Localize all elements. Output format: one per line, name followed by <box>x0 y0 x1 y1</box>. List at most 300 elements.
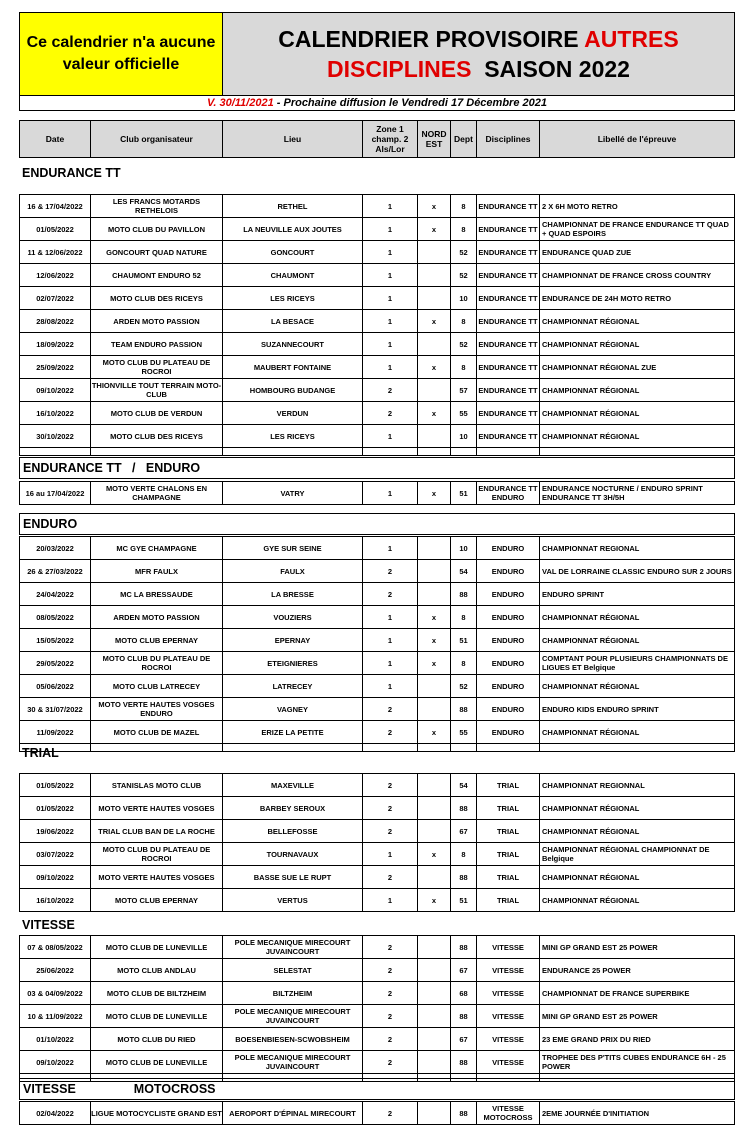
cell-date: 11/09/2022 <box>20 721 91 743</box>
cell-club: ARDEN MOTO PASSION <box>91 310 223 332</box>
cell-date: 01/05/2022 <box>20 774 91 796</box>
cell-discipline: TRIAL <box>477 774 540 796</box>
col-date: Date <box>20 121 91 157</box>
cell-lieu: EPERNAY <box>223 629 363 651</box>
cell-date: 24/04/2022 <box>20 583 91 605</box>
cell-club: MOTO CLUB EPERNAY <box>91 629 223 651</box>
cell-zone: 1 <box>363 629 418 651</box>
cell-discipline: VITESSE <box>477 1051 540 1073</box>
cell-nord-est: x <box>418 195 451 217</box>
cell-date: 18/09/2022 <box>20 333 91 355</box>
cell-zone: 2 <box>363 936 418 958</box>
cell-discipline: ENDURANCE TT <box>477 333 540 355</box>
cell-discipline: ENDURANCE TT <box>477 310 540 332</box>
section-table <box>19 935 735 1082</box>
cell-zone: 1 <box>363 652 418 674</box>
cell-libelle: CHAMPIONNAT RÉGIONAL <box>542 803 640 813</box>
cell-nord-est <box>418 866 451 888</box>
cell-dept: 67 <box>451 820 477 842</box>
cell-discipline: ENDURO <box>477 721 540 743</box>
table-row <box>20 959 734 982</box>
cell-libelle: CHAMPIONNAT RÉGIONAL <box>542 872 640 882</box>
cell-zone: 2 <box>363 379 418 401</box>
cell-club: TEAM ENDURO PASSION <box>91 333 223 355</box>
cell-nord-est <box>418 287 451 309</box>
header-box <box>19 12 735 96</box>
cell-lieu: SELESTAT <box>223 959 363 981</box>
cell-libelle: CHAMPIONNAT RÉGIONAL CHAMPIONNAT DE Belgique <box>542 845 710 863</box>
cell-date: 25/06/2022 <box>20 959 91 981</box>
cell-dept: 57 <box>451 379 477 401</box>
col-nord-est: NORD EST <box>418 121 451 157</box>
cell-club: MOTO CLUB DES RICEYS <box>91 287 223 309</box>
cell-club: STANISLAS MOTO CLUB <box>91 774 223 796</box>
cell-lieu: HOMBOURG BUDANGE <box>223 379 363 401</box>
cell-lieu: AEROPORT D'ÉPINAL MIRECOURT <box>223 1102 363 1124</box>
cell-lieu: RETHEL <box>223 195 363 217</box>
section-title <box>19 914 735 936</box>
cell-club: MFR FAULX <box>91 560 223 582</box>
cell-date: 16/10/2022 <box>20 402 91 424</box>
cell-dept: 51 <box>451 629 477 651</box>
cell-libelle: CHAMPIONNAT DE FRANCE SUPERBIKE <box>542 988 690 998</box>
cell-libelle: ENDURANCE NOCTURNE / ENDURO SPRINT ENDURANCE TT 3H/5H <box>542 484 703 502</box>
cell-discipline: ENDURANCE TT <box>477 287 540 309</box>
cell-dept: 88 <box>451 866 477 888</box>
cell-dept: 8 <box>451 652 477 674</box>
cell-lieu: CHAUMONT <box>223 264 363 286</box>
cell-zone: 1 <box>363 425 418 447</box>
cell-nord-est <box>418 560 451 582</box>
cell-club: MOTO CLUB DU PLATEAU DE ROCROI <box>91 843 223 865</box>
section-title <box>19 457 735 479</box>
cell-nord-est: x <box>418 402 451 424</box>
cell-nord-est <box>418 583 451 605</box>
cell-nord-est: x <box>418 482 451 504</box>
cell-zone: 2 <box>363 1005 418 1027</box>
cell-lieu: VOUZIERS <box>223 606 363 628</box>
col-zone: Zone 1 champ. 2 Als/Lor <box>363 121 418 157</box>
cell-discipline: TRIAL <box>477 820 540 842</box>
table-row <box>20 982 734 1005</box>
cell-club: MOTO CLUB DES RICEYS <box>91 425 223 447</box>
title-line2-red: DISCIPLINES <box>327 56 472 82</box>
col-dept: Dept <box>451 121 477 157</box>
cell-date: 02/07/2022 <box>20 287 91 309</box>
cell-libelle: CHAMPIONNAT DE FRANCE CROSS COUNTRY <box>542 270 712 280</box>
cell-dept: 51 <box>451 889 477 911</box>
cell-nord-est <box>418 936 451 958</box>
cell-zone: 2 <box>363 982 418 1004</box>
cell-discipline: VITESSE <box>477 936 540 958</box>
cell-lieu: FAULX <box>223 560 363 582</box>
cell-club: MOTO CLUB DE MAZEL <box>91 721 223 743</box>
cell-nord-est <box>418 333 451 355</box>
cell-discipline: ENDURO <box>477 675 540 697</box>
disclaimer-notice: Ce calendrier n'a aucune valeur officielle <box>20 13 223 95</box>
table-row <box>20 218 734 241</box>
table-row <box>20 698 734 721</box>
cell-dept: 52 <box>451 675 477 697</box>
cell-discipline: ENDURANCE TT <box>477 218 540 240</box>
table-row <box>20 241 734 264</box>
cell-lieu: BILTZHEIM <box>223 982 363 1004</box>
cell-club: MOTO CLUB DU PLATEAU DE ROCROI <box>91 652 223 674</box>
cell-club: GONCOURT QUAD NATURE <box>91 241 223 263</box>
cell-dept: 88 <box>451 583 477 605</box>
cell-zone: 2 <box>363 866 418 888</box>
cell-libelle: 2 X 6H MOTO RETRO <box>542 201 618 211</box>
cell-dept: 88 <box>451 936 477 958</box>
title-line1-black: CALENDRIER PROVISOIRE <box>278 26 585 52</box>
cell-libelle: 2EME JOURNÉE D'INITIATION <box>542 1108 650 1118</box>
table-row <box>20 1102 734 1125</box>
cell-zone: 2 <box>363 1102 418 1124</box>
cell-libelle: ENDURANCE DE 24H MOTO RETRO <box>542 293 672 303</box>
cell-date: 15/05/2022 <box>20 629 91 651</box>
cell-zone: 1 <box>363 482 418 504</box>
cell-club: MOTO CLUB DU PAVILLON <box>91 218 223 240</box>
cell-date: 02/04/2022 <box>20 1102 91 1124</box>
table-row <box>20 675 734 698</box>
cell-lieu: TOURNAVAUX <box>223 843 363 865</box>
cell-zone: 2 <box>363 698 418 720</box>
cell-date: 16 & 17/04/2022 <box>20 195 91 217</box>
section-title-text: TRIAL <box>22 746 59 760</box>
table-row <box>20 537 734 560</box>
cell-discipline: ENDURO <box>477 537 540 559</box>
cell-lieu: POLE MECANIQUE MIRECOURT JUVAINCOURT <box>223 1051 363 1073</box>
cell-club: MOTO CLUB EPERNAY <box>91 889 223 911</box>
section-table <box>19 536 735 752</box>
cell-lieu: LATRECEY <box>223 675 363 697</box>
cell-lieu: POLE MECANIQUE MIRECOURT JUVAINCOURT <box>223 936 363 958</box>
section-title <box>19 1078 735 1100</box>
table-row <box>20 425 734 448</box>
section-title-text: ENDURANCE TT <box>22 166 121 180</box>
cell-nord-est <box>418 1028 451 1050</box>
cell-dept: 88 <box>451 797 477 819</box>
cell-date: 25/09/2022 <box>20 356 91 378</box>
cell-dept: 8 <box>451 356 477 378</box>
cell-discipline: ENDURANCE TT ENDURO <box>477 482 540 504</box>
cell-discipline: ENDURANCE TT <box>477 241 540 263</box>
cell-zone: 1 <box>363 675 418 697</box>
cell-zone: 2 <box>363 1028 418 1050</box>
cell-zone: 1 <box>363 333 418 355</box>
cell-libelle: CHAMPIONNAT RÉGIONAL <box>542 635 640 645</box>
cell-nord-est <box>418 1051 451 1073</box>
cell-libelle: CHAMPIONNAT RÉGIONAL <box>542 431 640 441</box>
cell-date: 03 & 04/09/2022 <box>20 982 91 1004</box>
cell-nord-est <box>418 425 451 447</box>
cell-dept: 10 <box>451 287 477 309</box>
cell-club: MC LA BRESSAUDE <box>91 583 223 605</box>
cell-dept: 52 <box>451 264 477 286</box>
table-row <box>20 560 734 583</box>
cell-lieu: GYE SUR SEINE <box>223 537 363 559</box>
cell-date: 30 & 31/07/2022 <box>20 698 91 720</box>
table-row <box>20 652 734 675</box>
cell-lieu: BOESENBIESEN-SCWOBSHEIM <box>223 1028 363 1050</box>
cell-nord-est <box>418 698 451 720</box>
cell-nord-est: x <box>418 310 451 332</box>
cell-lieu: MAXEVILLE <box>223 774 363 796</box>
cell-dept: 8 <box>451 195 477 217</box>
cell-date: 26 & 27/03/2022 <box>20 560 91 582</box>
title-line2-black: SAISON 2022 <box>471 56 630 82</box>
cell-zone: 1 <box>363 310 418 332</box>
cell-discipline: ENDURANCE TT <box>477 379 540 401</box>
cell-nord-est: x <box>418 843 451 865</box>
cell-libelle: ENDURANCE QUAD ZUE <box>542 247 632 257</box>
cell-discipline: TRIAL <box>477 889 540 911</box>
cell-club: ARDEN MOTO PASSION <box>91 606 223 628</box>
cell-date: 09/10/2022 <box>20 866 91 888</box>
cell-libelle: CHAMPIONNAT DE FRANCE ENDURANCE TT QUAD + QUAD ESPOIRS <box>542 220 729 238</box>
title-line1-red: AUTRES <box>584 26 679 52</box>
cell-nord-est: x <box>418 356 451 378</box>
cell-lieu: BASSE SUE LE RUPT <box>223 866 363 888</box>
cell-date: 08/05/2022 <box>20 606 91 628</box>
cell-discipline: ENDURO <box>477 698 540 720</box>
table-row <box>20 402 734 425</box>
cell-discipline: TRIAL <box>477 843 540 865</box>
cell-zone: 1 <box>363 264 418 286</box>
version-line <box>19 96 735 111</box>
table-row <box>20 195 734 218</box>
cell-libelle: COMPTANT POUR PLUSIEURS CHAMPIONNATS DE LIGUES ET Belgique <box>542 654 728 672</box>
cell-discipline: ENDURO <box>477 606 540 628</box>
table-row <box>20 820 734 843</box>
cell-club: MOTO CLUB DE BILTZHEIM <box>91 982 223 1004</box>
cell-date: 30/10/2022 <box>20 425 91 447</box>
cell-zone: 2 <box>363 797 418 819</box>
cell-zone: 2 <box>363 959 418 981</box>
cell-libelle: CHAMPIONNAT REGIONAL <box>542 543 640 553</box>
cell-club: LES FRANCS MOTARDS RETHELOIS <box>91 195 223 217</box>
cell-discipline: VITESSE <box>477 982 540 1004</box>
cell-zone: 1 <box>363 843 418 865</box>
cell-libelle: 23 EME GRAND PRIX DU RIED <box>542 1034 651 1044</box>
cell-libelle: CHAMPIONNAT RÉGIONAL <box>542 316 640 326</box>
cell-date: 05/06/2022 <box>20 675 91 697</box>
cell-nord-est <box>418 982 451 1004</box>
cell-club: MOTO CLUB DU RIED <box>91 1028 223 1050</box>
cell-date: 12/06/2022 <box>20 264 91 286</box>
cell-club: MOTO CLUB DE LUNEVILLE <box>91 1051 223 1073</box>
cell-lieu: ETEIGNIERES <box>223 652 363 674</box>
col-libelle: Libellé de l'épreuve <box>597 134 677 144</box>
cell-dept: 88 <box>451 1005 477 1027</box>
cell-nord-est <box>418 241 451 263</box>
cell-lieu: GONCOURT <box>223 241 363 263</box>
section-title <box>19 513 735 535</box>
cell-date: 10 & 11/09/2022 <box>20 1005 91 1027</box>
cell-libelle: MINI GP GRAND EST 25 POWER <box>542 942 658 952</box>
cell-lieu: VAGNEY <box>223 698 363 720</box>
cell-lieu: LA BESACE <box>223 310 363 332</box>
cell-zone: 1 <box>363 606 418 628</box>
cell-libelle: CHAMPIONNAT RÉGIONAL <box>542 727 640 737</box>
cell-dept: 68 <box>451 982 477 1004</box>
col-club: Club organisateur <box>91 121 223 157</box>
section-title-text: VITESSE <box>22 918 75 932</box>
cell-nord-est <box>418 264 451 286</box>
cell-date: 19/06/2022 <box>20 820 91 842</box>
cell-discipline: ENDURANCE TT <box>477 195 540 217</box>
cell-discipline: ENDURO <box>477 583 540 605</box>
cell-zone: 2 <box>363 774 418 796</box>
cell-discipline: ENDURANCE TT <box>477 264 540 286</box>
cell-nord-est: x <box>418 652 451 674</box>
cell-club: MOTO CLUB DE LUNEVILLE <box>91 1005 223 1027</box>
cell-date: 01/10/2022 <box>20 1028 91 1050</box>
cell-lieu: POLE MECANIQUE MIRECOURT JUVAINCOURT <box>223 1005 363 1027</box>
cell-dept: 10 <box>451 537 477 559</box>
cell-date: 20/03/2022 <box>20 537 91 559</box>
cell-dept: 55 <box>451 402 477 424</box>
table-row <box>20 310 734 333</box>
cell-discipline: ENDURO <box>477 629 540 651</box>
cell-club: THIONVILLE TOUT TERRAIN MOTO-CLUB <box>91 381 222 399</box>
table-row <box>20 356 734 379</box>
cell-dept: 10 <box>451 425 477 447</box>
cell-club: MOTO VERTE CHALONS EN CHAMPAGNE <box>91 482 223 504</box>
cell-discipline: ENDURO <box>477 652 540 674</box>
cell-discipline: VITESSE <box>477 959 540 981</box>
table-row <box>20 843 734 866</box>
cell-zone: 2 <box>363 1051 418 1073</box>
section-title-text: VITESSE <box>23 1082 76 1096</box>
cell-zone: 2 <box>363 583 418 605</box>
cell-discipline: ENDURANCE TT <box>477 425 540 447</box>
cell-libelle: CHAMPIONNAT RÉGIONAL <box>542 339 640 349</box>
cell-nord-est <box>418 537 451 559</box>
cell-libelle: CHAMPIONNAT RÉGIONAL ZUE <box>542 362 657 372</box>
cell-libelle: CHAMPIONNAT REGIONNAL <box>542 780 645 790</box>
cell-discipline: TRIAL <box>477 797 540 819</box>
cell-dept: 54 <box>451 560 477 582</box>
cell-libelle: ENDURANCE 25 POWER <box>542 965 631 975</box>
section-title <box>19 162 735 184</box>
table-row <box>20 1005 734 1028</box>
cell-lieu: VATRY <box>223 482 363 504</box>
cell-zone: 1 <box>363 241 418 263</box>
version-text: - Prochaine diffusion le Vendredi 17 Décembre 2021 <box>273 97 547 109</box>
cell-zone: 2 <box>363 402 418 424</box>
cell-dept: 88 <box>451 1102 477 1124</box>
table-row <box>20 1051 734 1074</box>
column-headers <box>19 120 735 158</box>
cell-dept: 52 <box>451 333 477 355</box>
cell-dept: 88 <box>451 1051 477 1073</box>
cell-date: 16/10/2022 <box>20 889 91 911</box>
cell-club: MC GYE CHAMPAGNE <box>91 537 223 559</box>
section-table <box>19 481 735 505</box>
cell-libelle: CHAMPIONNAT RÉGIONAL <box>542 826 640 836</box>
cell-libelle: CHAMPIONNAT RÉGIONAL <box>542 895 640 905</box>
cell-club: MOTO CLUB DU PLATEAU DE ROCROI <box>91 356 223 378</box>
cell-dept: 67 <box>451 1028 477 1050</box>
table-row <box>20 379 734 402</box>
cell-date: 29/05/2022 <box>20 652 91 674</box>
section-title-text: ENDURANCE TT / ENDURO <box>23 461 201 475</box>
cell-libelle: VAL DE LORRAINE CLASSIC ENDURO SUR 2 JOURS <box>542 566 732 576</box>
table-row <box>20 606 734 629</box>
table-row <box>20 287 734 310</box>
cell-club: MOTO VERTE HAUTES VOSGES ENDURO <box>91 698 223 720</box>
cell-club: MOTO CLUB LATRECEY <box>91 675 223 697</box>
cell-nord-est: x <box>418 606 451 628</box>
cell-discipline: VITESSE MOTOCROSS <box>477 1102 540 1124</box>
cell-nord-est <box>418 675 451 697</box>
cell-date: 07 & 08/05/2022 <box>20 936 91 958</box>
cell-lieu: SUZANNECOURT <box>223 333 363 355</box>
cell-dept: 8 <box>451 218 477 240</box>
cell-club: MOTO VERTE HAUTES VOSGES <box>91 797 223 819</box>
cell-dept: 67 <box>451 959 477 981</box>
cell-date: 16 au 17/04/2022 <box>20 482 91 504</box>
cell-dept: 8 <box>451 843 477 865</box>
cell-club: TRIAL CLUB BAN DE LA ROCHE <box>91 820 223 842</box>
cell-date: 03/07/2022 <box>20 843 91 865</box>
cell-lieu: MAUBERT FONTAINE <box>223 356 363 378</box>
cell-discipline: ENDURANCE TT <box>477 356 540 378</box>
cell-discipline: VITESSE <box>477 1028 540 1050</box>
cell-nord-est: x <box>418 218 451 240</box>
cell-discipline: TRIAL <box>477 866 540 888</box>
cell-zone: 1 <box>363 195 418 217</box>
cell-lieu: LA NEUVILLE AUX JOUTES <box>223 218 363 240</box>
cell-discipline: VITESSE <box>477 1005 540 1027</box>
section-table <box>19 1101 735 1125</box>
cell-club: MOTO CLUB DE VERDUN <box>91 402 223 424</box>
cell-date: 09/10/2022 <box>20 379 91 401</box>
cell-lieu: VERDUN <box>223 402 363 424</box>
cell-date: 01/05/2022 <box>20 797 91 819</box>
table-row <box>20 333 734 356</box>
cell-zone: 2 <box>363 721 418 743</box>
col-disciplines: Disciplines <box>477 121 540 157</box>
cell-dept: 8 <box>451 310 477 332</box>
cell-nord-est: x <box>418 721 451 743</box>
cell-nord-est <box>418 1102 451 1124</box>
cell-lieu: LA BRESSE <box>223 583 363 605</box>
cell-zone: 2 <box>363 560 418 582</box>
page-title <box>223 13 734 95</box>
table-row <box>20 936 734 959</box>
cell-nord-est <box>418 797 451 819</box>
col-lieu: Lieu <box>223 121 363 157</box>
table-row <box>20 583 734 606</box>
table-row <box>20 721 734 744</box>
cell-club: CHAUMONT ENDURO 52 <box>91 264 223 286</box>
cell-lieu: LES RICEYS <box>223 425 363 447</box>
cell-lieu: LES RICEYS <box>223 287 363 309</box>
cell-libelle: CHAMPIONNAT RÉGIONAL <box>542 408 640 418</box>
cell-lieu: ERIZE LA PETITE <box>223 721 363 743</box>
cell-zone: 2 <box>363 820 418 842</box>
cell-dept: 52 <box>451 241 477 263</box>
cell-zone: 1 <box>363 218 418 240</box>
cell-date: 01/05/2022 <box>20 218 91 240</box>
cell-libelle: ENDURO SPRINT <box>542 589 605 599</box>
cell-nord-est <box>418 1005 451 1027</box>
cell-club: MOTO CLUB ANDLAU <box>91 959 223 981</box>
cell-zone: 1 <box>363 537 418 559</box>
cell-libelle: ENDURO KIDS ENDURO SPRINT <box>542 704 659 714</box>
